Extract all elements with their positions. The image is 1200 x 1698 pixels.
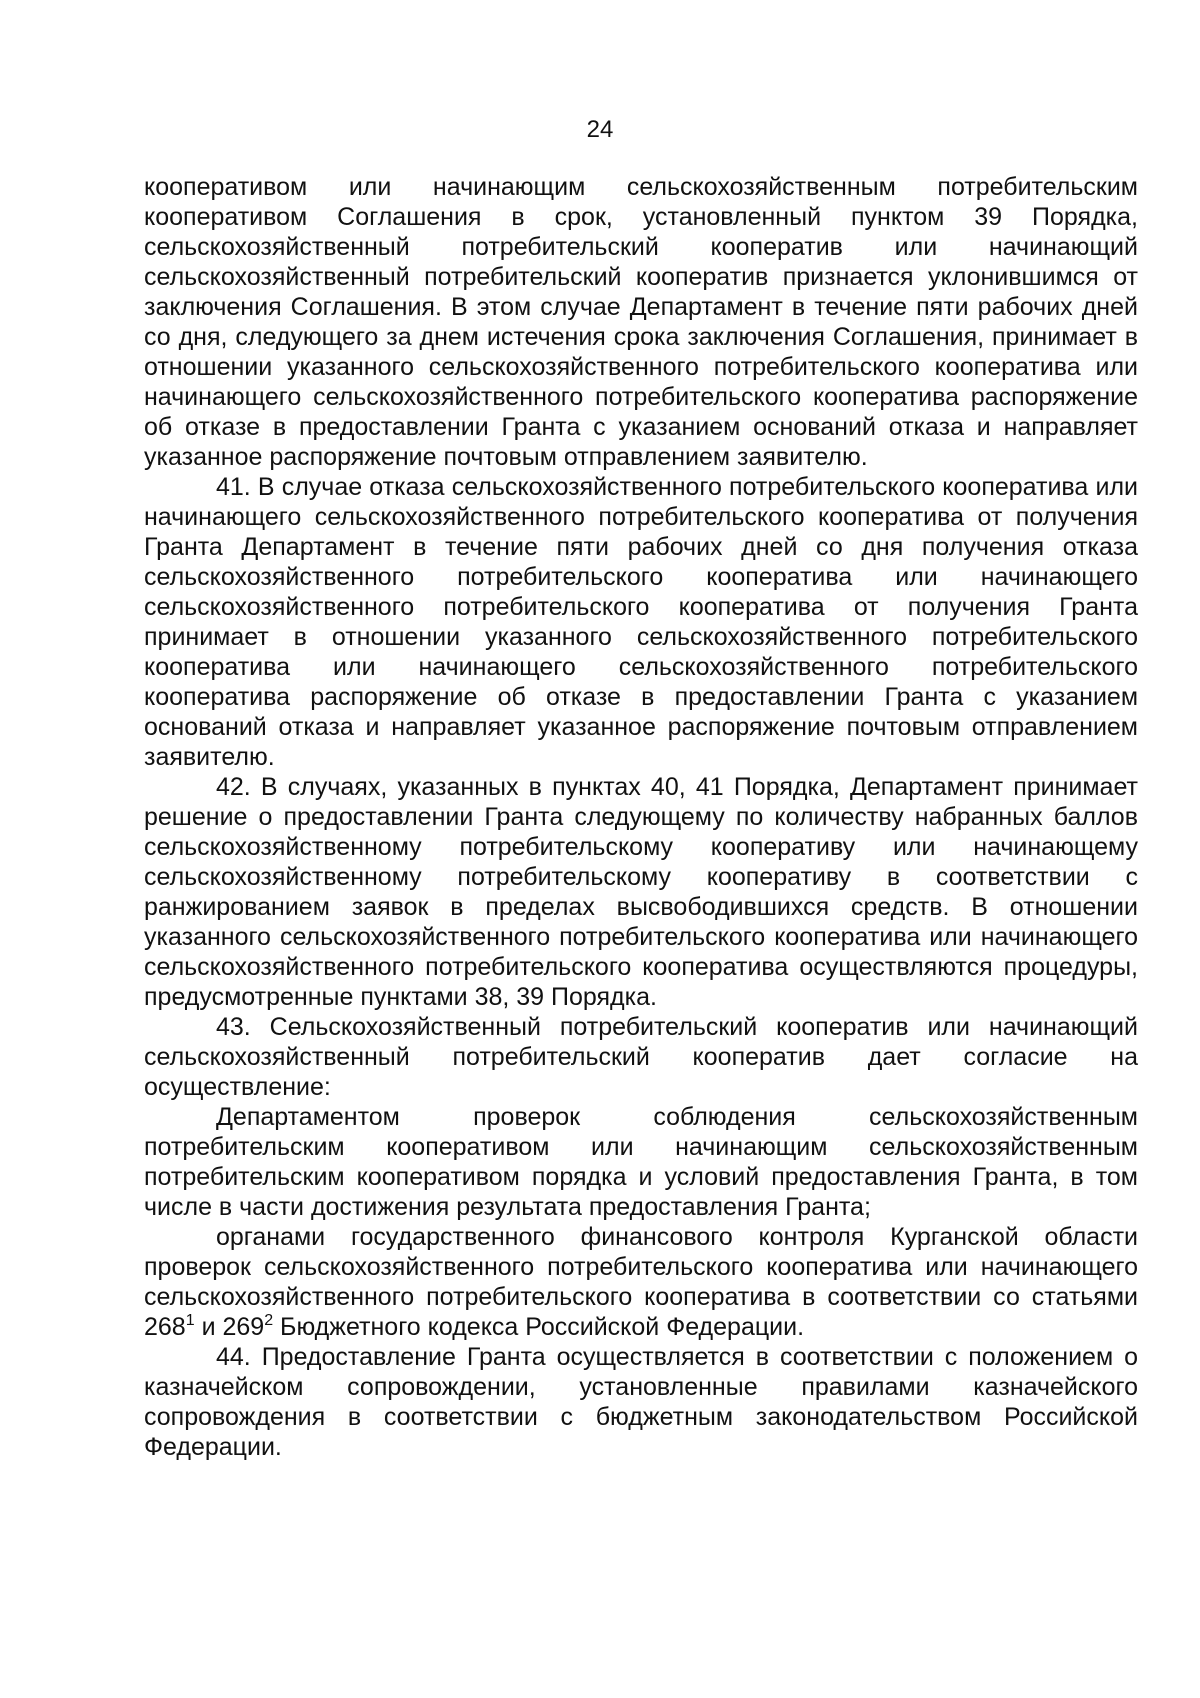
paragraph-item-42: 42. В случаях, указанных в пунктах 40, 41 Порядка, Департамент принимает решение о предоставлении Гранта следующему по количеству набранных баллов сельскохозяйственному потребительскому кооперативу или начинающему сельскохозяйственному потребительскому кооперативу в соответствии с ранжированием заявок в пределах высвободившихся средств. В отношении указанного сельскохозяйственного потребительского кооператива или начинающего сельскохозяйственного потребительского кооператива осуществляются процедуры, предусмотренные пунктами 38, 39 Порядка. <box>144 773 1138 1011</box>
document-body <box>144 172 1138 1462</box>
paragraph-text-before: органами государственного финансового контроля Курганской области проверок сельскохозяйственного потребительского кооператива или начинающего сельскохозяйственного потребительского кооператива в соответствии со статьями 268 <box>144 1223 1138 1341</box>
page-number: 24 <box>586 116 614 143</box>
paragraph-continuation: кооперативом или начинающим сельскохозяйственным потребительским кооперативом Соглашения в срок, установленный пунктом 39 Порядка, сельскохозяйственный потребительский кооператив или начинающий сельскохозяйственный потребительский кооператив признается уклонившимся от заключения Соглашения. В этом случае Департамент в течение пяти рабочих дней со дня, следующего за днем истечения срока заключения Соглашения, принимает в отношении указанного сельскохозяйственного потребительского кооператива или начинающего сельскохозяйственного потребительского кооператива распоряжение об отказе в предоставлении Гранта с указанием оснований отказа и направляет указанное распоряжение почтовым отправлением заявителю. <box>144 173 1138 471</box>
paragraph-text-middle: и 269 <box>194 1313 265 1341</box>
paragraph-item-43-department: Департаментом проверок соблюдения сельскохозяйственным потребительским кооперативом или начинающим сельскохозяйственным потребительским кооперативом порядка и условий предоставления Гранта, в том числе в части достижения результата предоставления Гранта; <box>144 1103 1138 1221</box>
paragraph-item-43-control-bodies <box>144 1222 1138 1342</box>
paragraph-text-after: Бюджетного кодекса Российской Федерации. <box>273 1313 805 1341</box>
paragraph-item-43: 43. Сельскохозяйственный потребительский кооператив или начинающий сельскохозяйственный потребительский кооператив дает согласие на осуществление: <box>144 1013 1138 1101</box>
superscript-2: 2 <box>264 1312 274 1329</box>
paragraph-item-44: 44. Предоставление Гранта осуществляется в соответствии с положением о казначейском сопровождении, установленные правилами казначейского сопровождения в соответствии с бюджетным законодательством Российской Федерации. <box>144 1343 1138 1461</box>
paragraph-item-41: 41. В случае отказа сельскохозяйственного потребительского кооператива или начинающего сельскохозяйственного потребительского кооператива от получения Гранта Департамент в течение пяти рабочих дней со дня получения отказа сельскохозяйственного потребительского кооператива или начинающего сельскохозяйственного потребительского кооператива от получения Гранта принимает в отношении указанного сельскохозяйственного потребительского кооператива или начинающего сельскохозяйственного потребительского кооператива распоряжение об отказе в предоставлении Гранта с указанием оснований отказа и направляет указанное распоряжение почтовым отправлением заявителю. <box>144 473 1138 771</box>
superscript-1: 1 <box>185 1312 195 1329</box>
